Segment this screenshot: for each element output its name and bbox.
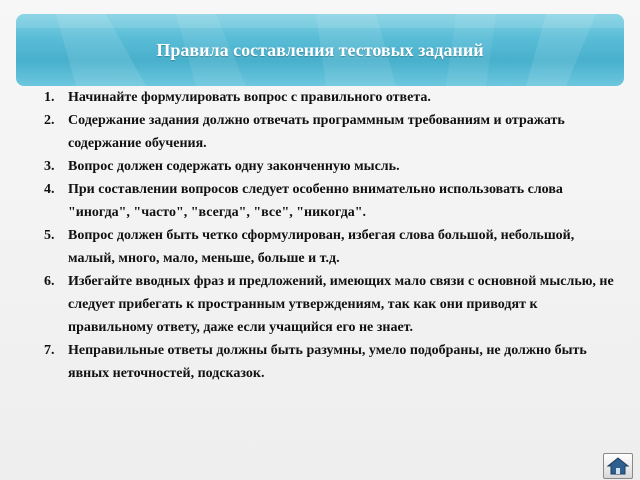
- rule-number: 3.: [44, 159, 55, 174]
- rule-item: [18, 270, 614, 339]
- rule-number: 7.: [44, 343, 55, 358]
- rule-number: 2.: [44, 113, 55, 128]
- rule-text: Содержание задания должно отвечать программным требованиям и отражать содержание обучения.: [68, 113, 565, 151]
- rule-item: [18, 109, 614, 155]
- rule-text: Вопрос должен содержать одну законченную мысль.: [68, 159, 400, 174]
- rule-text: Неправильные ответы должны быть разумны, умело подобраны, не должно быть явных неточностей, подсказок.: [68, 343, 587, 381]
- rule-text: При составлении вопросов следует особенно внимательно использовать слова "иногда", "часто", "всегда", "все", "никогда".: [68, 182, 563, 220]
- rule-item: [18, 86, 614, 109]
- slide-title: Правила составления тестовых заданий: [156, 39, 484, 60]
- rule-text: Вопрос должен быть четко сформулирован, избегая слова большой, небольшой, малый, много, мало, меньше, больше и т.д.: [68, 228, 575, 266]
- rule-item: [18, 178, 614, 224]
- rule-number: 6.: [44, 274, 55, 289]
- rule-number: 1.: [44, 90, 55, 105]
- rule-text: Начинайте формулировать вопрос с правильного ответа.: [68, 90, 431, 105]
- rules-list: [18, 86, 614, 385]
- home-icon: [606, 456, 630, 476]
- rule-number: 4.: [44, 182, 55, 197]
- rule-text: Избегайте вводных фраз и предложений, имеющих мало связи с основной мыслью, не следует прибегать к пространным утверждениям, так как они приводят к правильному ответу, даже если учащийся его не знает.: [68, 274, 614, 335]
- rule-item: [18, 224, 614, 270]
- home-button[interactable]: [603, 453, 633, 479]
- title-banner: [16, 14, 624, 86]
- rule-item: [18, 339, 614, 385]
- rule-number: 5.: [44, 228, 55, 243]
- rule-item: [18, 155, 614, 178]
